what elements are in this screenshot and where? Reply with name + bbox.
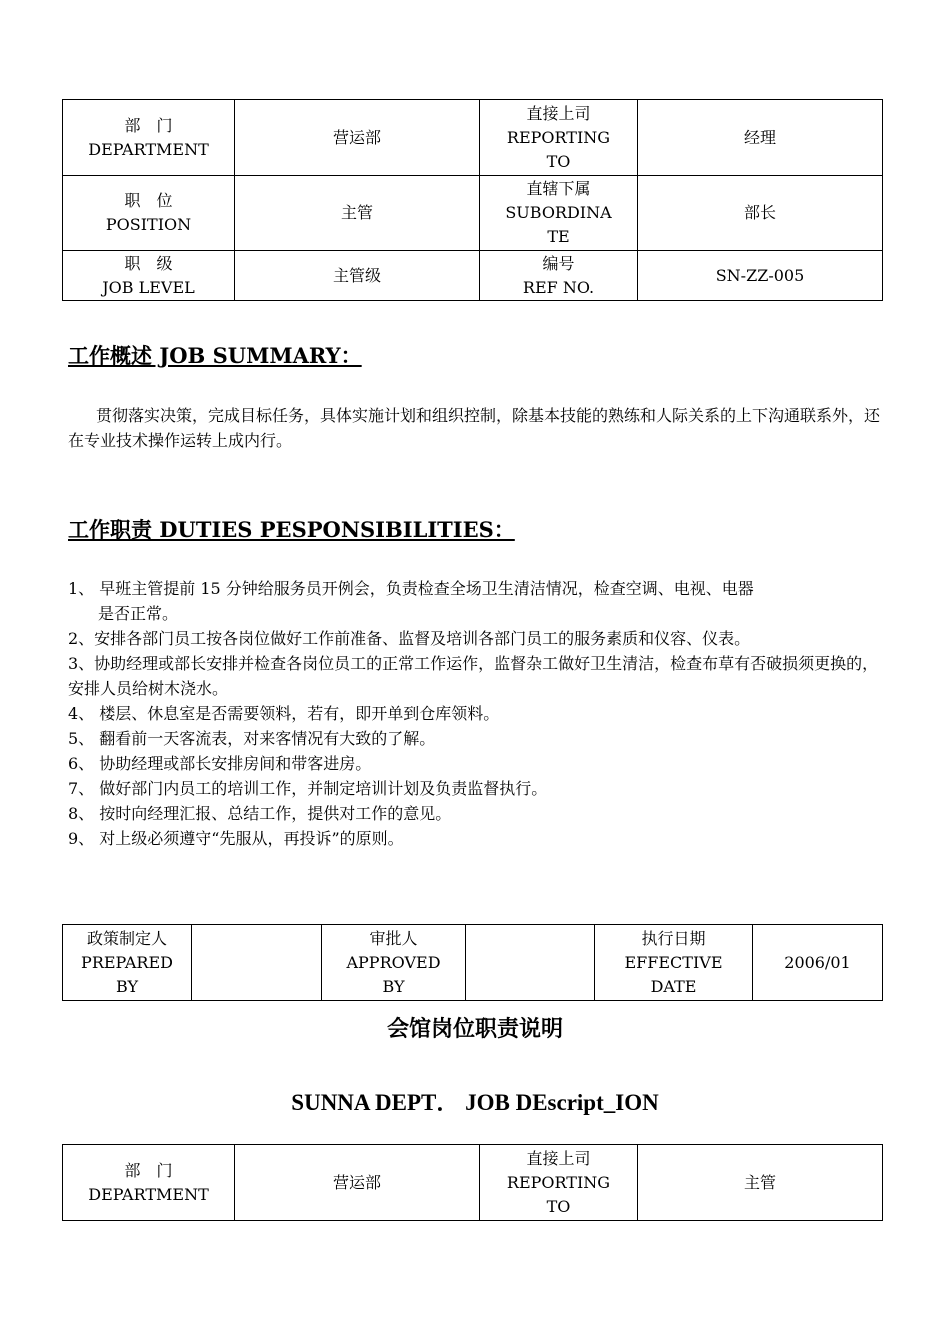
reporting-to-value: 主管: [638, 1145, 883, 1221]
prepared-by-value: [192, 925, 322, 1001]
reporting-to-label: 直接上司 REPORTING TO: [480, 100, 638, 176]
department-value: 营运部: [235, 100, 480, 176]
list-item: 7、 做好部门内员工的培训工作，并制定培训计划及负责监督执行。: [68, 779, 548, 798]
subordinate-label: 直辖下属 SUBORDINA TE: [480, 176, 638, 251]
list-item: 6、 协助经理或部长安排房间和带客进房。: [68, 754, 372, 773]
job-summary-heading: 工作概述 JOB SUMMARY：: [68, 343, 362, 368]
job-info-table: [62, 99, 883, 301]
list-item: [68, 576, 884, 626]
prepared-by-label: 政策制定人 PREPARED BY: [63, 925, 192, 1001]
ref-no-label: 编号 REF NO.: [480, 251, 638, 301]
duties-list: [68, 576, 884, 851]
list-item: 5、 翻看前一天客流表，对来客情况有大致的了解。: [68, 729, 436, 748]
approved-by-value: [466, 925, 595, 1001]
list-item: 3、协助经理或部长安排并检查各岗位员工的正常工作运作，监督杂工做好卫生清洁，检查布草有否破损须更换的，安排人员给树木浇水。: [68, 654, 879, 698]
table-row: [63, 176, 883, 251]
approved-by-label: 审批人 APPROVED BY: [322, 925, 466, 1001]
ref-no-value: SN-ZZ-005: [638, 251, 883, 301]
job-info-table-next: [62, 1144, 883, 1221]
position-value: 主管: [235, 176, 480, 251]
table-row: [63, 925, 883, 1001]
effective-date-label: 执行日期 EFFECTIVE DATE: [595, 925, 753, 1001]
duty-text-continued: 是否正常。: [98, 604, 179, 623]
reporting-to-value: 经理: [638, 100, 883, 176]
document-subtitle: SUNNA DEPT． JOB DEscript_ION: [291, 1090, 659, 1115]
table-row: [63, 100, 883, 176]
document-title: 会馆岗位职责说明: [386, 1016, 563, 1042]
duties-heading: 工作职责 DUTIES PESPONSIBILITIES：: [68, 517, 515, 542]
department-label: 部 门 DEPARTMENT: [63, 100, 235, 176]
job-level-value: 主管级: [235, 251, 480, 301]
job-summary-text: 贯彻落实决策，完成目标任务，具体实施计划和组织控制，除基本技能的熟练和人际关系的上下沟通联系外，还在专业技术操作运转上成内行。: [68, 406, 881, 450]
list-item: 8、 按时向经理汇报、总结工作，提供对工作的意见。: [68, 804, 452, 823]
department-value: 营运部: [235, 1145, 480, 1221]
position-label: 职 位 POSITION: [63, 176, 235, 251]
list-item: 2、安排各部门员工按各岗位做好工作前准备、监督及培训各部门员工的服务素质和仪容、仪表。: [68, 629, 751, 648]
subordinate-value: 部长: [638, 176, 883, 251]
table-row: [63, 1145, 883, 1221]
list-item: 4、 楼层、休息室是否需要领料，若有，即开单到仓库领料。: [68, 704, 500, 723]
table-row: [63, 251, 883, 301]
approval-table: [62, 924, 883, 1001]
job-level-label: 职 级 JOB LEVEL: [63, 251, 235, 301]
department-label: 部 门 DEPARTMENT: [63, 1145, 235, 1221]
list-item: 9、 对上级必须遵守“先服从，再投诉”的原则。: [68, 829, 404, 848]
duty-text: 1、 早班主管提前 15 分钟给服务员开例会，负责检查全场卫生清洁情况，检查空调、电视、电器: [68, 579, 754, 598]
effective-date-value: 2006/01: [753, 925, 883, 1001]
reporting-to-label: 直接上司 REPORTING TO: [480, 1145, 638, 1221]
